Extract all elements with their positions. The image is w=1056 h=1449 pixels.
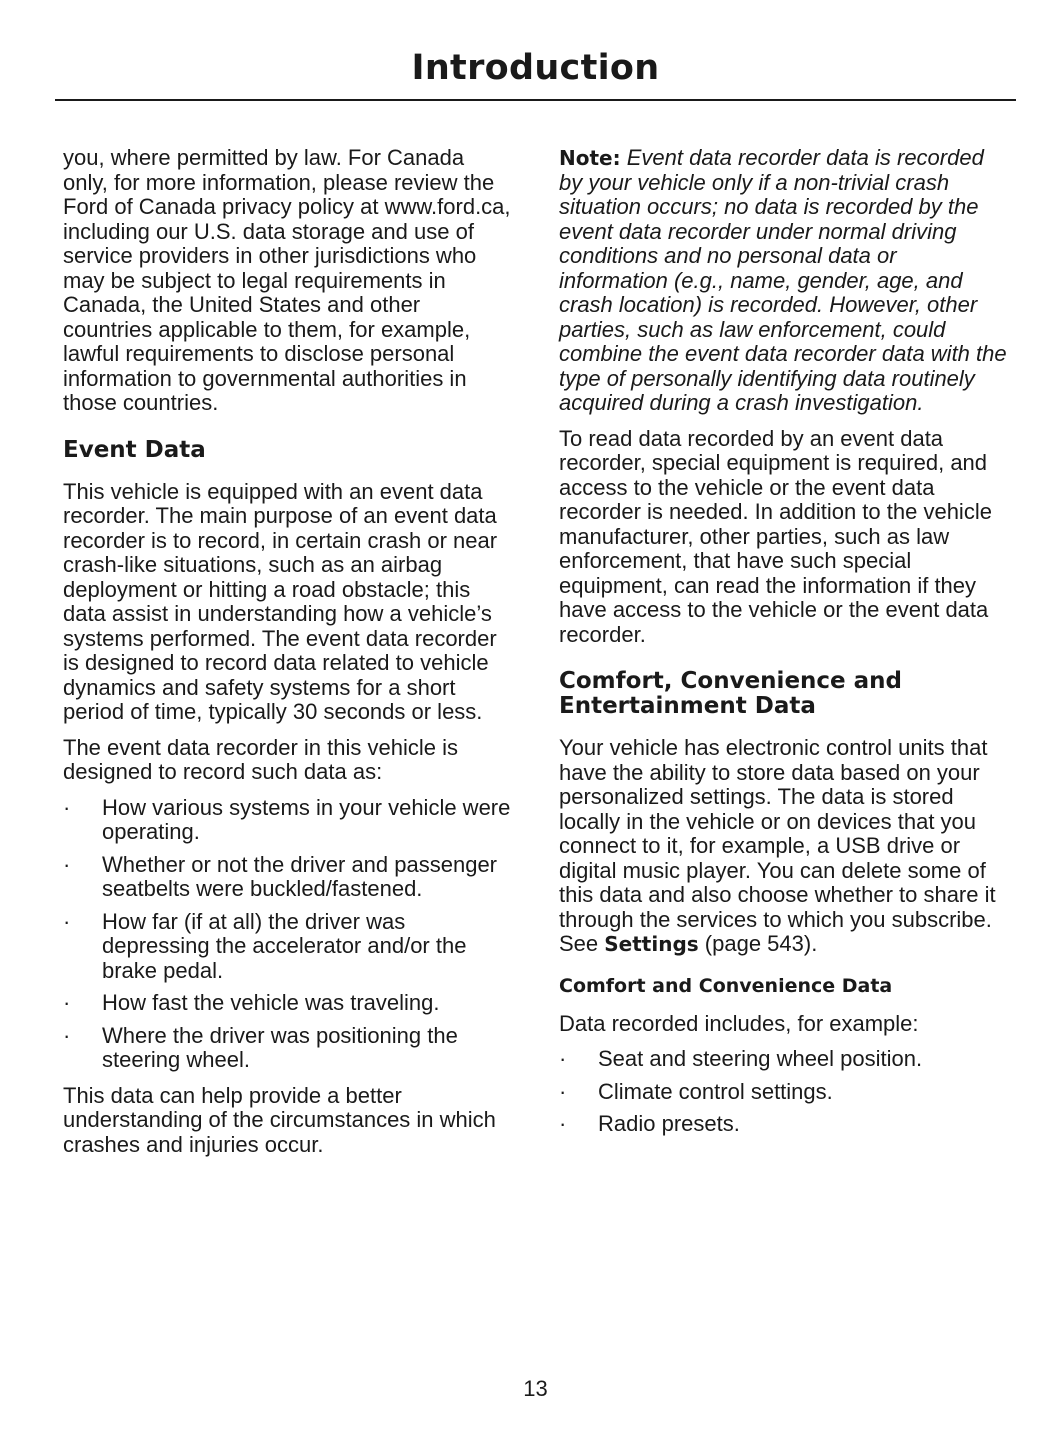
list-item bbox=[559, 1112, 1011, 1137]
list-item bbox=[63, 796, 515, 845]
list-item bbox=[63, 991, 515, 1016]
header-divider bbox=[55, 99, 1016, 101]
comfort-data-list bbox=[559, 1047, 1011, 1137]
list-item-text: How far (if at all) the driver was depressing the accelerator and/or the brake pedal. bbox=[102, 908, 467, 983]
comfort-paragraph-text: Your vehicle has electronic control units that have the ability to store data based on your personalized settings. The data is stored locally in the vehicle or on devices that you connect to it, for example, a USB drive or digital music player. You can delete some of this data and also choose whether to share it through the services to which you subscribe. See bbox=[559, 735, 996, 956]
bullet-icon: · bbox=[63, 990, 71, 1015]
list-item-text: How various systems in your vehicle were operating. bbox=[102, 794, 511, 844]
page-title: Introduction bbox=[411, 48, 660, 88]
recorded-data-list bbox=[63, 796, 515, 1073]
list-item-text: Climate control settings. bbox=[598, 1078, 833, 1104]
list-item-text: Seat and steering wheel position. bbox=[598, 1046, 923, 1071]
comfort-subheading: Comfort and Convenience Data bbox=[559, 974, 893, 997]
right-column bbox=[559, 146, 1011, 1148]
note-paragraph bbox=[559, 146, 1011, 416]
comfort-paragraph bbox=[559, 736, 1011, 957]
list-item bbox=[63, 853, 515, 902]
comfort-heading: Comfort, Convenience and Entertainment Data bbox=[559, 668, 903, 719]
recorded-intro-paragraph: Data recorded includes, for example: bbox=[559, 1010, 919, 1036]
bullet-icon: · bbox=[63, 1022, 71, 1048]
list-item bbox=[559, 1047, 1011, 1072]
list-item-text: Where the driver was positioning the steering wheel. bbox=[102, 1022, 458, 1072]
bullet-icon: · bbox=[63, 908, 71, 934]
list-item bbox=[559, 1080, 1011, 1105]
closing-paragraph: This data can help provide a better understanding of the circumstances in which crashes and injuries occur. bbox=[63, 1082, 496, 1157]
left-column bbox=[63, 146, 515, 1168]
bullet-icon: · bbox=[63, 794, 71, 820]
list-item-text: Radio presets. bbox=[598, 1111, 740, 1136]
list-item bbox=[63, 910, 515, 984]
bullet-icon: · bbox=[559, 1046, 567, 1071]
intro-paragraph: you, where permitted by law. For Canada only, for more information, please review the Ford of Canada privacy policy at www.ford.ca, including our U.S. data storage and use of service providers in other jurisdictions who may be subject to legal requirements in Canada, the United States and other countries applicable to them, for example, lawful requirements to disclose personal information to governmental authorities in those countries. bbox=[63, 145, 511, 415]
read-data-paragraph: To read data recorded by an event data recorder, special equipment is required, and access to the vehicle or the event data recorder is needed. In addition to the vehicle manufacturer, other parties, such as law enforcement, that have such special equipment, can read the information if they have access to the vehicle or the event data recorder. bbox=[559, 425, 992, 647]
note-text: Event data recorder data is recorded by your vehicle only if a non-trivial crash situation occurs; no data is recorded by the event data recorder under normal driving conditions and no personal data or information (e.g., name, gender, age, and crash location) is recorded. However, other parties, such as law enforcement, could combine the event data recorder data with the type of personally identifying data routinely acquired during a crash investigation. bbox=[559, 145, 1007, 415]
event-data-heading: Event Data bbox=[63, 436, 206, 463]
event-data-paragraph: This vehicle is equipped with an event data recorder. The main purpose of an event data recorder is to record, in certain crash or near crash-like situations, such as an airbag deployment or hitting a road obstacle; this data assist in understanding how a vehicle’s systems performed. The event data recorder is designed to record data related to vehicle dynamics and safety systems for a short period of time, typically 30 seconds or less. bbox=[63, 478, 498, 724]
list-item-text: Whether or not the driver and passenger seatbelts were buckled/fastened. bbox=[102, 851, 498, 901]
recorder-intro-paragraph: The event data recorder in this vehicle is designed to record such data as: bbox=[63, 734, 458, 784]
bullet-icon: · bbox=[559, 1111, 567, 1136]
settings-page-ref: (page 543). bbox=[698, 931, 818, 956]
settings-link[interactable]: Settings bbox=[604, 932, 699, 956]
bullet-icon: · bbox=[63, 851, 71, 877]
list-item-text: How fast the vehicle was traveling. bbox=[102, 990, 440, 1015]
list-item bbox=[63, 1024, 515, 1073]
page-number: 13 bbox=[523, 1376, 548, 1401]
note-label: Note: bbox=[559, 146, 621, 170]
bullet-icon: · bbox=[559, 1078, 567, 1104]
